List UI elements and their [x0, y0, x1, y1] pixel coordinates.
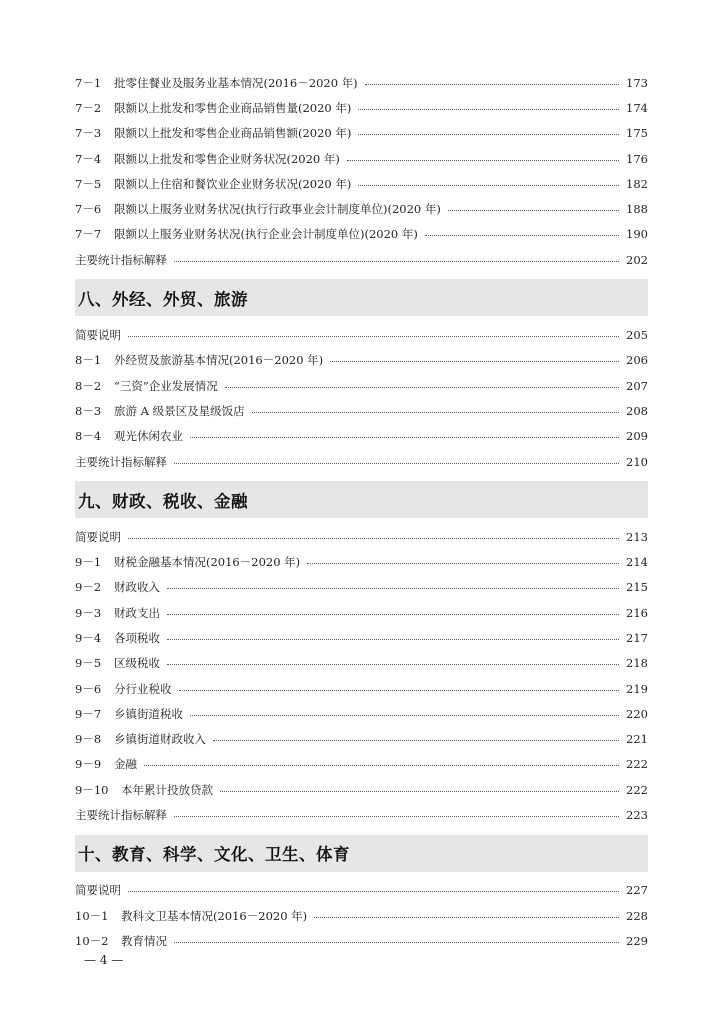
- dot-leader: [174, 462, 619, 464]
- entry-page-number: 222: [626, 782, 648, 797]
- entry-title: 主要统计指标解释: [75, 252, 167, 267]
- toc-entry[interactable]: [75, 222, 648, 247]
- entry-number: 10－1: [75, 908, 109, 923]
- entry-number: 9－7: [75, 706, 102, 721]
- entry-title: 分行业税收: [114, 681, 172, 696]
- dot-leader: [167, 587, 619, 589]
- entry-title: 限额以上批发和零售企业商品销售额(2020 年): [114, 126, 352, 141]
- section-heading: 八、外经、外贸、旅游: [75, 279, 648, 316]
- dot-leader: [167, 663, 619, 665]
- entry-page-number: 222: [626, 757, 648, 772]
- toc-entry[interactable]: [75, 903, 648, 928]
- entry-page-number: 205: [626, 328, 648, 343]
- entry-page-number: 228: [626, 908, 648, 923]
- entry-page-number: 182: [626, 176, 648, 191]
- entry-page-number: 176: [626, 151, 648, 166]
- entry-title: 财政收入: [114, 580, 160, 595]
- entry-number: 7－7: [75, 227, 102, 242]
- toc-entry[interactable]: [75, 70, 648, 95]
- entry-number: 9－1: [75, 555, 102, 570]
- entry-title: 主要统计指标解释: [75, 454, 167, 469]
- entry-title: 简要说明: [75, 883, 121, 898]
- dot-leader: [448, 209, 619, 211]
- entry-title: 区级税收: [114, 656, 160, 671]
- page-number-footer: — 4 —: [84, 953, 124, 967]
- toc-entry[interactable]: [75, 322, 648, 347]
- table-of-contents: [75, 70, 648, 954]
- dot-leader: [225, 386, 619, 388]
- entry-title: 乡镇街道财政收入: [114, 732, 206, 747]
- dot-leader: [190, 436, 619, 438]
- entry-page-number: 217: [626, 630, 648, 645]
- entry-title: 简要说明: [75, 529, 121, 544]
- entry-title: 限额以上住宿和餐饮业企业财务状况(2020 年): [114, 176, 352, 191]
- dot-leader: [174, 815, 619, 817]
- entry-title: 旅游 A 级景区及星级饭店: [114, 403, 245, 418]
- toc-entry[interactable]: [75, 651, 648, 676]
- entry-title: 限额以上批发和零售企业商品销售量(2020 年): [114, 100, 352, 115]
- entry-title: 乡镇街道税收: [114, 706, 183, 721]
- toc-entry[interactable]: [75, 701, 648, 726]
- toc-entry[interactable]: [75, 878, 648, 903]
- toc-entry[interactable]: [75, 449, 648, 474]
- entry-number: 9－2: [75, 580, 102, 595]
- entry-page-number: 209: [626, 429, 648, 444]
- toc-entry[interactable]: [75, 575, 648, 600]
- entry-page-number: 208: [626, 403, 648, 418]
- entry-page-number: 190: [626, 227, 648, 242]
- entry-number: 9－5: [75, 656, 102, 671]
- dot-leader: [213, 739, 619, 741]
- dot-leader: [330, 360, 619, 362]
- entry-page-number: 227: [626, 883, 648, 898]
- toc-entry[interactable]: [75, 524, 648, 549]
- entry-page-number: 223: [626, 808, 648, 823]
- section-heading: 九、财政、税收、金融: [75, 481, 648, 518]
- dot-leader: [220, 790, 619, 792]
- entry-title: 教育情况: [121, 933, 167, 948]
- entry-title: 限额以上服务业财务状况(执行行政事业会计制度单位)(2020 年): [114, 202, 441, 217]
- entry-page-number: 202: [626, 252, 648, 267]
- toc-entry[interactable]: [75, 95, 648, 120]
- entry-title: 各项税收: [114, 630, 160, 645]
- entry-page-number: 220: [626, 706, 648, 721]
- dot-leader: [314, 916, 619, 918]
- toc-entry[interactable]: [75, 146, 648, 171]
- entry-number: 8－4: [75, 429, 102, 444]
- dot-leader: [174, 941, 619, 943]
- entry-number: 8－3: [75, 403, 102, 418]
- entry-number: 7－3: [75, 126, 102, 141]
- entry-page-number: 188: [626, 202, 648, 217]
- dot-leader: [425, 234, 619, 236]
- dot-leader: [358, 108, 619, 110]
- dot-leader: [365, 83, 619, 85]
- entry-title: 限额以上服务业财务状况(执行企业会计制度单位)(2020 年): [114, 227, 418, 242]
- entry-title: 本年累计投放贷款: [121, 782, 213, 797]
- dot-leader: [167, 638, 619, 640]
- toc-entry[interactable]: [75, 398, 648, 423]
- dot-leader: [347, 159, 619, 161]
- entry-page-number: 206: [626, 353, 648, 368]
- entry-title: 教科文卫基本情况(2016－2020 年): [121, 908, 308, 923]
- dot-leader: [128, 335, 619, 337]
- entry-page-number: 213: [626, 529, 648, 544]
- entry-page-number: 210: [626, 454, 648, 469]
- dot-leader: [179, 689, 620, 691]
- entry-page-number: 215: [626, 580, 648, 595]
- dot-leader: [128, 890, 619, 892]
- entry-page-number: 173: [626, 75, 648, 90]
- dot-leader: [144, 764, 619, 766]
- toc-entry[interactable]: [75, 777, 648, 802]
- entry-page-number: 175: [626, 126, 648, 141]
- entry-title: 简要说明: [75, 328, 121, 343]
- toc-entry[interactable]: [75, 752, 648, 777]
- entry-title: 主要统计指标解释: [75, 808, 167, 823]
- dot-leader: [190, 714, 619, 716]
- entry-number: 8－2: [75, 378, 102, 393]
- entry-number: 7－6: [75, 202, 102, 217]
- entry-number: 9－6: [75, 681, 102, 696]
- toc-entry[interactable]: [75, 549, 648, 574]
- entry-number: 9－3: [75, 605, 102, 620]
- dot-leader: [252, 411, 619, 413]
- dot-leader: [358, 184, 619, 186]
- dot-leader: [128, 537, 619, 539]
- entry-page-number: 216: [626, 605, 648, 620]
- entry-title: 批零住餐业及服务业基本情况(2016－2020 年): [114, 75, 358, 90]
- entry-title: “三资”企业发展情况: [114, 378, 218, 393]
- dot-leader: [174, 260, 619, 262]
- entry-title: 外经贸及旅游基本情况(2016－2020 年): [114, 353, 324, 368]
- toc-entry[interactable]: [75, 802, 648, 827]
- entry-number: 10－2: [75, 933, 109, 948]
- toc-entry[interactable]: [75, 625, 648, 650]
- entry-page-number: 229: [626, 933, 648, 948]
- section-heading: 十、教育、科学、文化、卫生、体育: [75, 835, 648, 872]
- entry-title: 财税金融基本情况(2016－2020 年): [114, 555, 301, 570]
- toc-entry[interactable]: [75, 121, 648, 146]
- entry-number: 9－10: [75, 782, 109, 797]
- dot-leader: [307, 562, 619, 564]
- toc-entry[interactable]: [75, 727, 648, 752]
- entry-number: 7－1: [75, 75, 102, 90]
- entry-page-number: 218: [626, 656, 648, 671]
- entry-page-number: 214: [626, 555, 648, 570]
- toc-entry[interactable]: [75, 424, 648, 449]
- entry-title: 限额以上批发和零售企业财务状况(2020 年): [114, 151, 340, 166]
- entry-number: 7－4: [75, 151, 102, 166]
- entry-number: 7－2: [75, 100, 102, 115]
- entry-page-number: 174: [626, 100, 648, 115]
- entry-title: 金融: [114, 757, 137, 772]
- dot-leader: [358, 133, 619, 135]
- toc-entry[interactable]: [75, 348, 648, 373]
- toc-entry[interactable]: [75, 196, 648, 221]
- toc-entry[interactable]: [75, 676, 648, 701]
- entry-number: 9－8: [75, 732, 102, 747]
- entry-page-number: 221: [626, 732, 648, 747]
- entry-number: 9－4: [75, 630, 102, 645]
- toc-entry[interactable]: [75, 928, 648, 953]
- toc-entry[interactable]: [75, 171, 648, 196]
- entry-page-number: 219: [626, 681, 648, 696]
- entry-number: 8－1: [75, 353, 102, 368]
- entry-title: 观光休闲农业: [114, 429, 183, 444]
- toc-entry[interactable]: [75, 600, 648, 625]
- entry-number: 7－5: [75, 176, 102, 191]
- dot-leader: [167, 613, 619, 615]
- toc-entry[interactable]: [75, 373, 648, 398]
- toc-entry[interactable]: [75, 247, 648, 272]
- entry-number: 9－9: [75, 757, 102, 772]
- entry-page-number: 207: [626, 378, 648, 393]
- entry-title: 财政支出: [114, 605, 160, 620]
